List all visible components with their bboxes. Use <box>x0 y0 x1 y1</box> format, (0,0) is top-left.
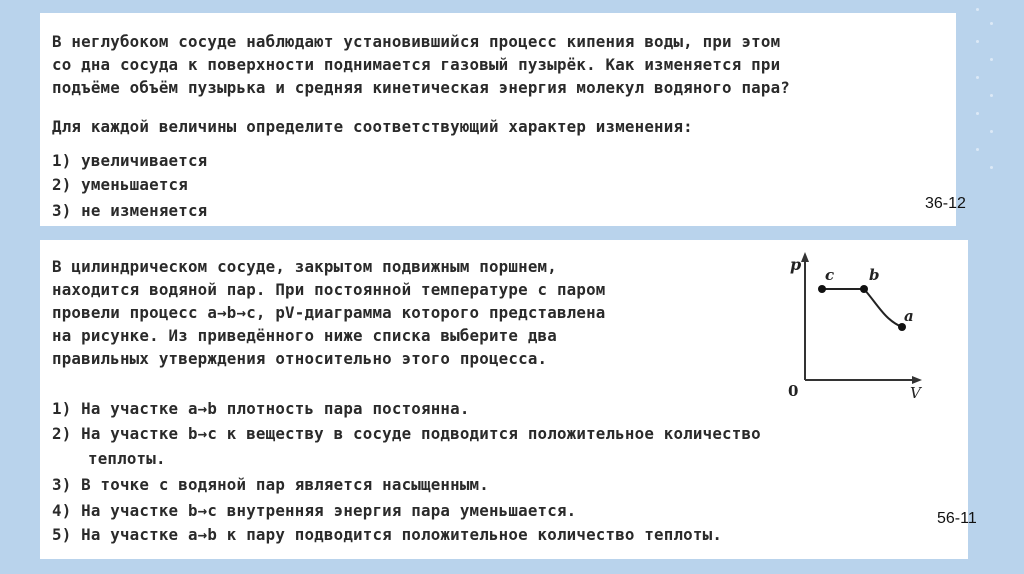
curve-b-a <box>864 289 902 327</box>
task2-question-line: В цилиндрическом сосуде, закрытом подвижным поршнем, <box>52 257 557 276</box>
task1-question-line: подъёме объём пузырька и средняя кинетическая энергия молекул водяного пара? <box>52 78 790 97</box>
axis-p-label: p <box>790 255 802 274</box>
task2-option: 3) В точке c водяной пар является насыщенным. <box>52 475 489 494</box>
axis-v-label: V <box>910 384 921 400</box>
task1-option: 1) увеличивается <box>52 151 208 170</box>
point-b <box>860 285 868 293</box>
task2-question-line: находится водяной пар. При постоянной температуре с паром <box>52 280 606 299</box>
origin-label: 0 <box>788 382 799 400</box>
task1-option: 2) уменьшается <box>52 175 188 194</box>
task-card-1 <box>40 13 956 226</box>
task2-question-line: провели процесс a→b→c, pV-диаграмма которого представлена <box>52 303 606 322</box>
task2-option: 5) На участке a→b к пару подводится положительное количество теплоты. <box>52 525 723 544</box>
task1-instruction: Для каждой величины определите соответствующий характер изменения: <box>52 117 693 136</box>
label-point-a: a <box>904 307 914 325</box>
task2-question-line: правильных утверждения относительно этого процесса. <box>52 349 548 368</box>
task1-code: 36-12 <box>925 195 966 212</box>
label-point-b: b <box>869 266 880 284</box>
background-dot-pattern <box>966 0 1006 574</box>
label-point-c: c <box>825 266 835 284</box>
task1-option: 3) не изменяется <box>52 201 208 220</box>
y-axis-arrow-icon <box>801 252 809 262</box>
point-c <box>818 285 826 293</box>
pv-diagram <box>770 250 950 400</box>
x-axis-arrow-icon <box>912 376 922 384</box>
task2-code: 56-11 <box>937 510 977 527</box>
task2-option: 4) На участке b→c внутренняя энергия пара уменьшается. <box>52 501 577 520</box>
task2-question-line: на рисунке. Из приведённого ниже списка выберите два <box>52 326 557 345</box>
task1-question-line: В неглубоком сосуде наблюдают установившийся процесс кипения воды, при этом <box>52 32 781 51</box>
task1-question-line: со дна сосуда к поверхности поднимается газовый пузырёк. Как изменяется при <box>52 55 781 74</box>
task2-option-continuation: теплоты. <box>88 449 166 468</box>
task2-option: 1) На участке a→b плотность пара постоянна. <box>52 399 470 418</box>
task2-option: 2) На участке b→c к веществу в сосуде подводится положительное количество <box>52 424 761 443</box>
